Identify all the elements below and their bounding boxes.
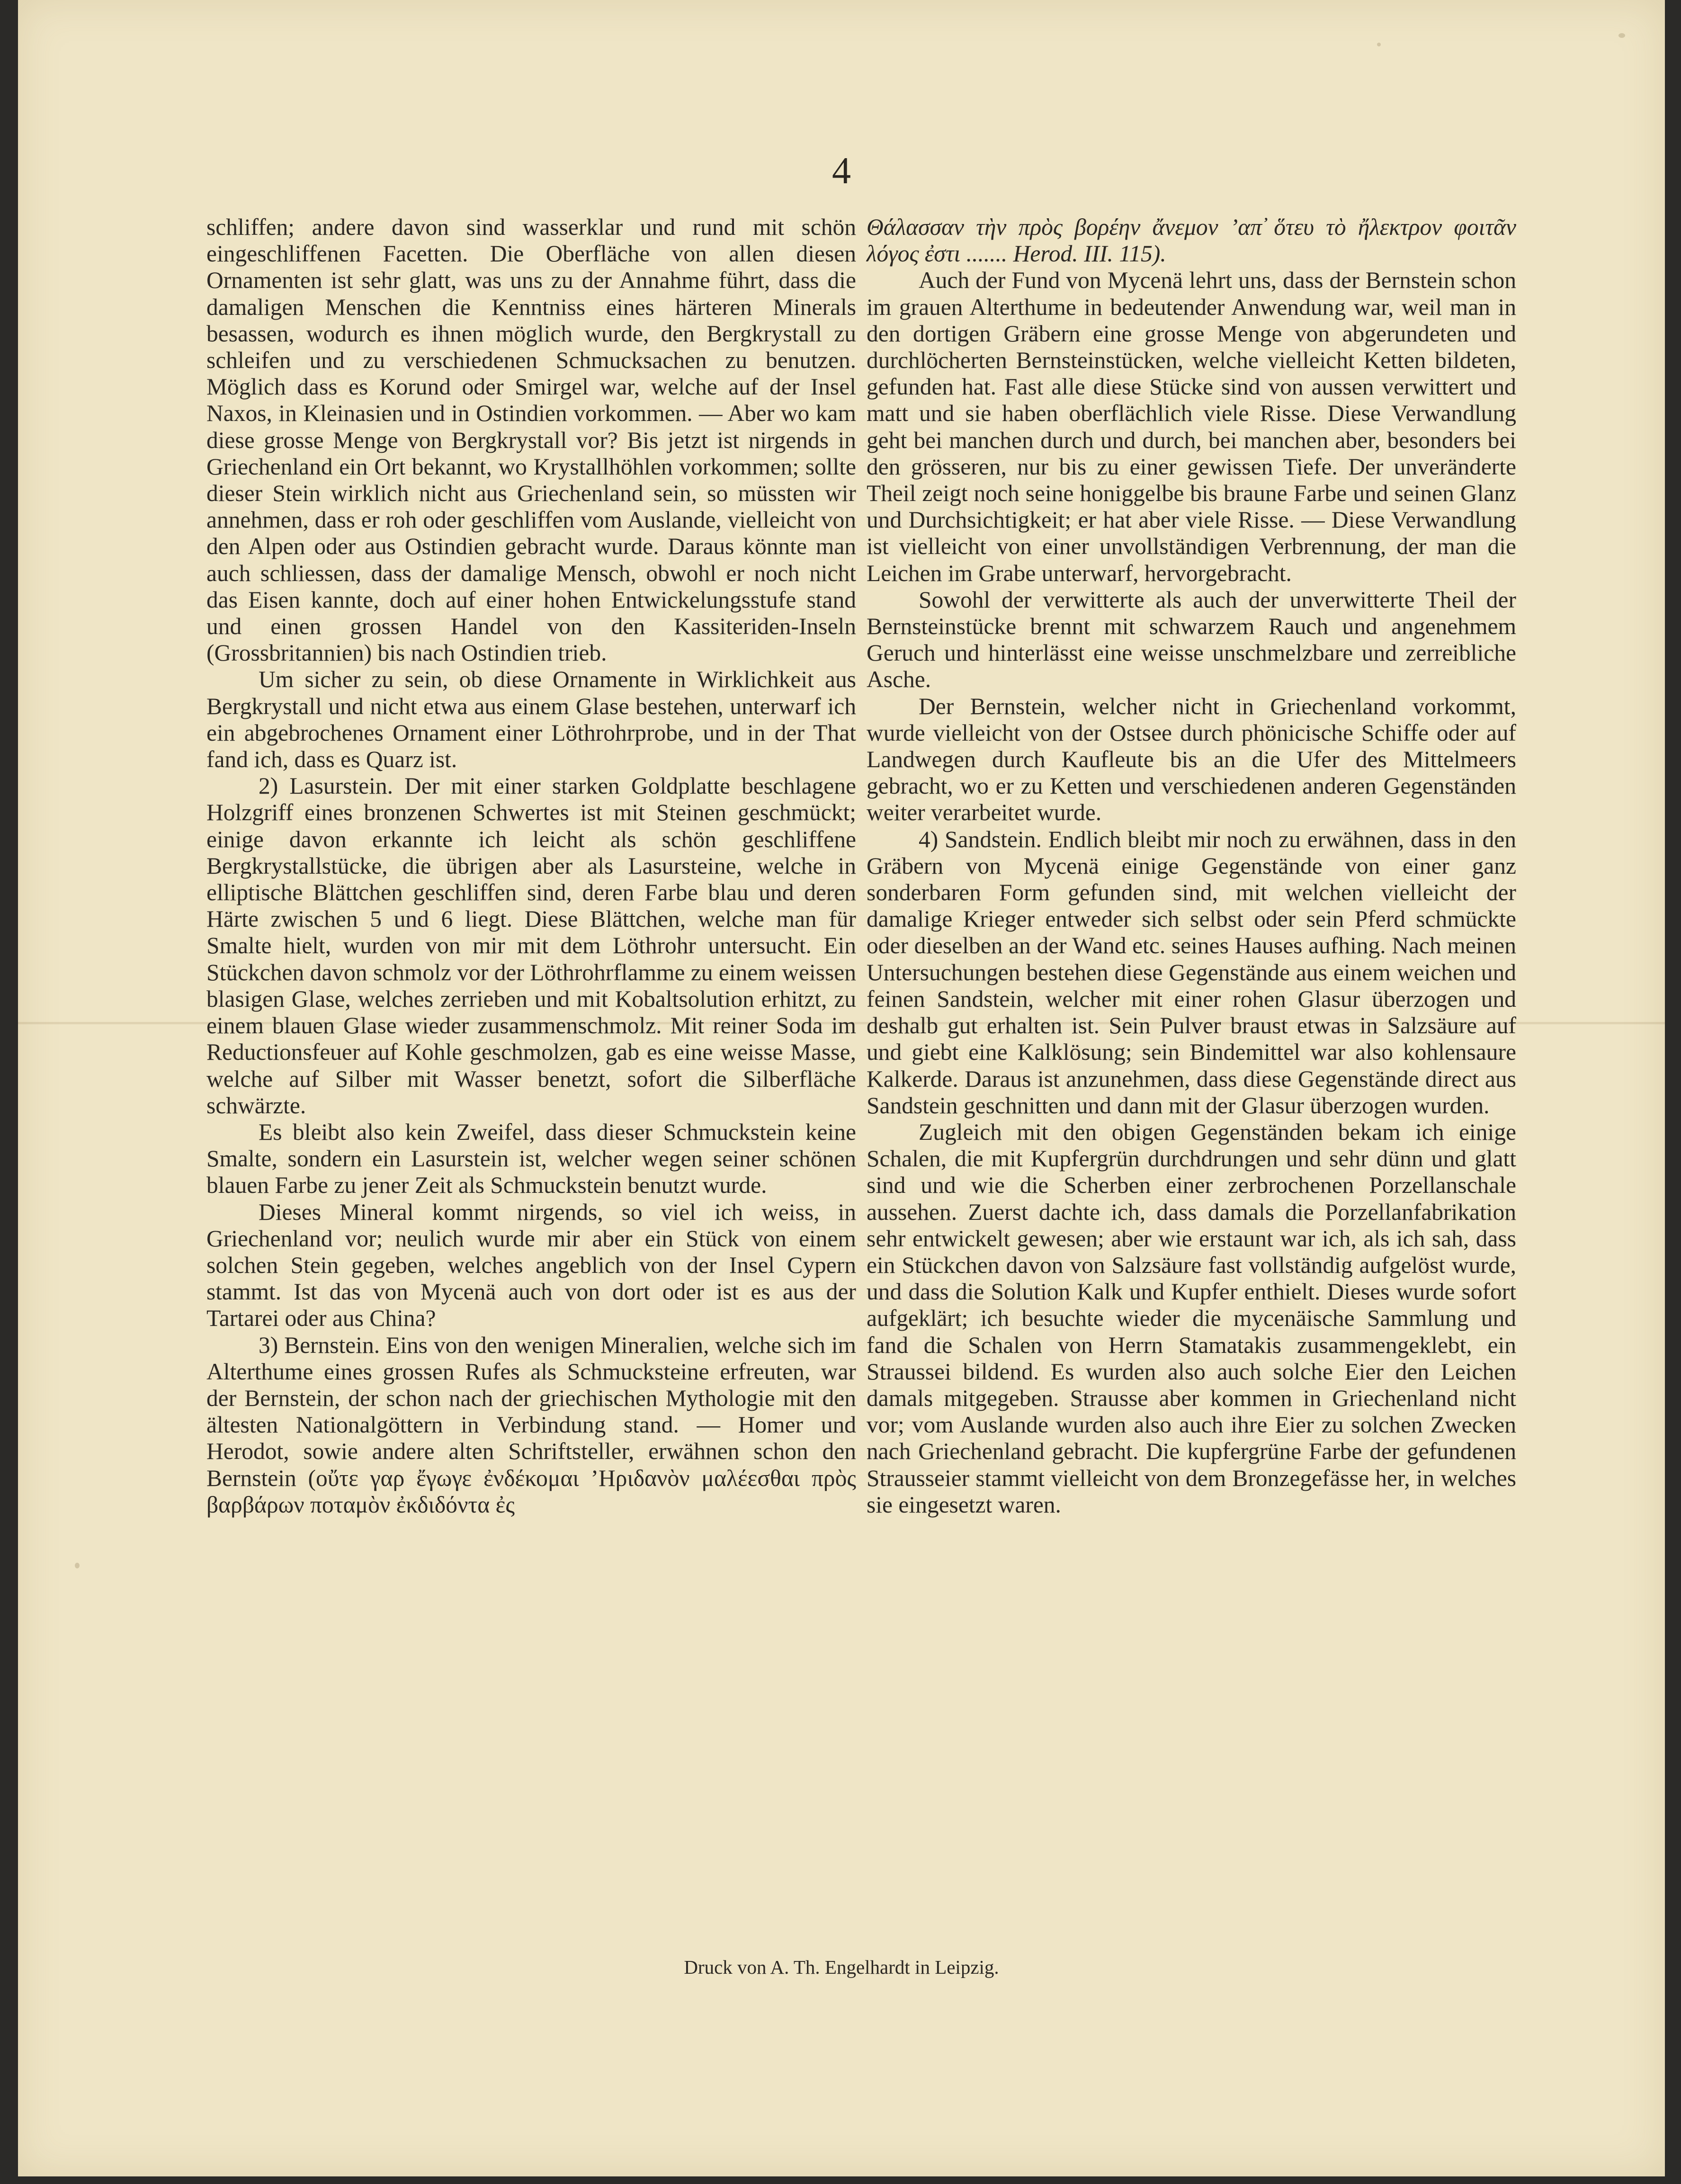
right-paragraph-1-greek-quote: Θάλασσαν τὴν πρὸς βορέην ἄνεμον ’απ̕ ὅτευ τὸ ἤλεκτρον φοιτᾶν λόγος ἐστι ....... Herod. III. 115).: [867, 214, 1516, 267]
right-paragraph-4: Der Bernstein, welcher nicht in Griechenland vorkommt, wurde vielleicht von der Ostsee durch phönicische Schiffe oder auf Landwegen durch Kaufleute bis an die Ufer des Mittelmeers gebracht, wo er zu Ketten und verschiedenen anderen Gegenständen weiter verarbeitet wurde.: [867, 693, 1516, 826]
left-paragraph-2: Um sicher zu sein, ob diese Ornamente in Wirklichkeit aus Bergkrystall und nicht etwa aus einem Glase bestehen, unterwarf ich ein abgebrochenes Ornament einer Löthrohrprobe, und in der That fand ich, dass es Quarz ist.: [206, 666, 856, 773]
right-paragraph-3: Sowohl der verwitterte als auch der unverwitterte Theil der Bernsteinstücke brennt mit schwarzem Rauch und angenehmem Geruch und hinterlässt eine weisse unschmelzbare und zerreibliche Asche.: [867, 586, 1516, 693]
paper-stain: [1618, 33, 1625, 38]
left-column: [206, 214, 856, 1518]
printer-imprint: Druck von A. Th. Engelhardt in Leipzig.: [684, 1956, 999, 1978]
left-paragraph-4: Es bleibt also kein Zweifel, dass dieser Schmuckstein keine Smalte, sondern ein Lasurstein ist, welcher wegen seiner schönen blauen Farbe zu jener Zeit als Schmuckstein benutzt wurde.: [206, 1119, 856, 1199]
right-paragraph-5-sandstein: 4) Sandstein. Endlich bleibt mir noch zu erwähnen, dass in den Gräbern von Mycenä einige Gegenstände von einer ganz sonderbaren Form gefunden sind, mit welchen vielleicht der damalige Krieger entweder sich selbst oder sein Pferd schmückte oder dieselben an der Wand etc. seines Hauses aufhing. Nach meinen Untersuchungen bestehen diese Gegenstände aus einem weichen und feinen Sandstein, welcher mit einer rohen Glasur überzogen und deshalb gut erhalten ist. Sein Pulver braust etwas in Salzsäure auf und giebt eine Kalklösung; sein Bindemittel war also kohlensaure Kalkerde. Daraus ist anzunehmen, dass diese Gegenstände direct aus Sandstein geschnitten und dann mit der Glasur überzogen wurden.: [867, 826, 1516, 1119]
paper-stain: [1377, 43, 1381, 46]
right-column: [867, 214, 1516, 1518]
right-paragraph-2: Auch der Fund von Mycenä lehrt uns, dass der Bernstein schon im grauen Alterthume in bedeutender Anwendung war, weil man in den dortigen Gräbern eine grosse Menge von abgerundeten und durchlöcherten Bernsteinstücken, welche vielleicht Ketten bildeten, gefunden hat. Fast alle diese Stücke sind von aussen verwittert und matt und sie haben oberflächlich viele Risse. Diese Verwandlung geht bei manchen durch und durch, bei manchen aber, besonders bei den grösseren, nur bis zu einer gewissen Tiefe. Der unveränderte Theil zeigt noch seine honiggelbe bis braune Farbe und seinen Glanz und Durchsichtigkeit; er hat aber viele Risse. — Diese Verwandlung ist vielleicht von einer unvollständigen Verbrennung, der man die Leichen im Grabe unterwarf, hervorgebracht.: [867, 267, 1516, 586]
paper-stain: [75, 1563, 80, 1568]
right-paragraph-6: Zugleich mit den obigen Gegenständen bekam ich einige Schalen, die mit Kupfergrün durchdrungen und sehr dünn und glatt sind und wie die Scherben einer zerbrochenen Porzellanschale aussehen. Zuerst dachte ich, dass damals die Porzellanfabrikation sehr entwickelt gewesen; aber wie erstaunt war ich, als ich sah, dass ein Stückchen davon von Salzsäure fast vollständig aufgelöst wurde, und dass die Solution Kalk und Kupfer enthielt. Dieses wurde sofort aufgeklärt; ich besuchte wieder die mycenäische Sammlung und fand die Schalen von Herrn Stamatakis zusammengeklebt, ein Straussei bildend. Es wurden also auch solche Eier den Leichen damals mitgegeben. Strausse aber kommen in Griechenland nicht vor; vom Auslande wurden also auch ihre Eier zu solchen Zwecken nach Griechenland gebracht. Die kupfergrüne Farbe der gefundenen Strausseier stammt vielleicht von dem Bronzegefässe her, in welches sie eingesetzt waren.: [867, 1119, 1516, 1518]
left-paragraph-6-bernstein: 3) Bernstein. Eins von den wenigen Mineralien, welche sich im Alterthume eines grossen Rufes als Schmucksteine erfreuten, war der Bernstein, der schon nach der griechischen Mythologie mit den ältesten Nationalgöttern in Verbindung stand. — Homer und Herodot, sowie andere alten Schriftsteller, erwähnen schon den Bernstein (οὔτε γαρ ἔγωγε ἐνδέκομαι ’Ηριδανὸν μαλέεσθαι πρὸς βαρβάρων ποταμὸν ἐκδιδόντα ἐς: [206, 1332, 856, 1518]
left-paragraph-1: schliffen; andere davon sind wasserklar und rund mit schön eingeschliffenen Facetten. Die Oberfläche von allen diesen Ornamenten ist sehr glatt, was uns zu der Annahme führt, dass die damaligen Menschen die Kenntniss eines härteren Minerals besassen, wodurch es ihnen möglich wurde, den Bergkrystall zu schleifen und zu verschiedenen Schmucksachen zu benutzen. Möglich dass es Korund oder Smirgel war, welche auf der Insel Naxos, in Kleinasien und in Ostindien vorkommen. — Aber wo kam diese grosse Menge von Bergkrystall vor? Bis jetzt ist nirgends in Griechenland ein Ort bekannt, wo Krystallhöhlen vorkommen; sollte dieser Stein wirklich nicht aus Griechenland sein, so müssten wir annehmen, dass er roh oder geschliffen vom Auslande, vielleicht von den Alpen oder aus Ostindien gebracht wurde. Daraus könnte man auch schliessen, dass der damalige Mensch, obwohl er noch nicht das Eisen kannte, doch auf einer hohen Entwickelungsstufe stand und einen grossen Handel von den Kassiteriden-Inseln (Grossbritannien) bis nach Ostindien trieb.: [206, 214, 856, 666]
left-paragraph-5: Dieses Mineral kommt nirgends, so viel ich weiss, in Griechenland vor; neulich wurde mir aber ein Stück von einem solchen Stein gegeben, welches angeblich von der Insel Cypern stammt. Ist das von Mycenä auch von dort oder ist es aus der Tartarei oder aus China?: [206, 1199, 856, 1332]
document-page: [18, 0, 1665, 2176]
page-number: 4: [832, 150, 851, 192]
left-paragraph-3-lasurstein: 2) Lasurstein. Der mit einer starken Goldplatte beschlagene Holzgriff eines bronzenen Schwertes ist mit Steinen geschmückt; einige davon erkannte ich leicht als schön geschliffene Bergkrystallstücke, die übrigen aber als Lasursteine, welche in elliptische Blättchen geschliffen sind, deren Farbe blau und deren Härte zwischen 5 und 6 liegt. Diese Blättchen, welche man für Smalte hielt, wurden von mir mit dem Löthrohr untersucht. Ein Stückchen davon schmolz vor der Löthrohrflamme zu einem weissen blasigen Glase, welches zerrieben und mit Kobaltsolution erhitzt, zu einem blauen Glase wieder zusammenschmolz. Mit reiner Soda im Reductionsfeuer auf Kohle geschmolzen, gab es eine weisse Masse, welche auf Silber mit Wasser benetzt, sofort die Silberfläche schwärzte.: [206, 773, 856, 1119]
